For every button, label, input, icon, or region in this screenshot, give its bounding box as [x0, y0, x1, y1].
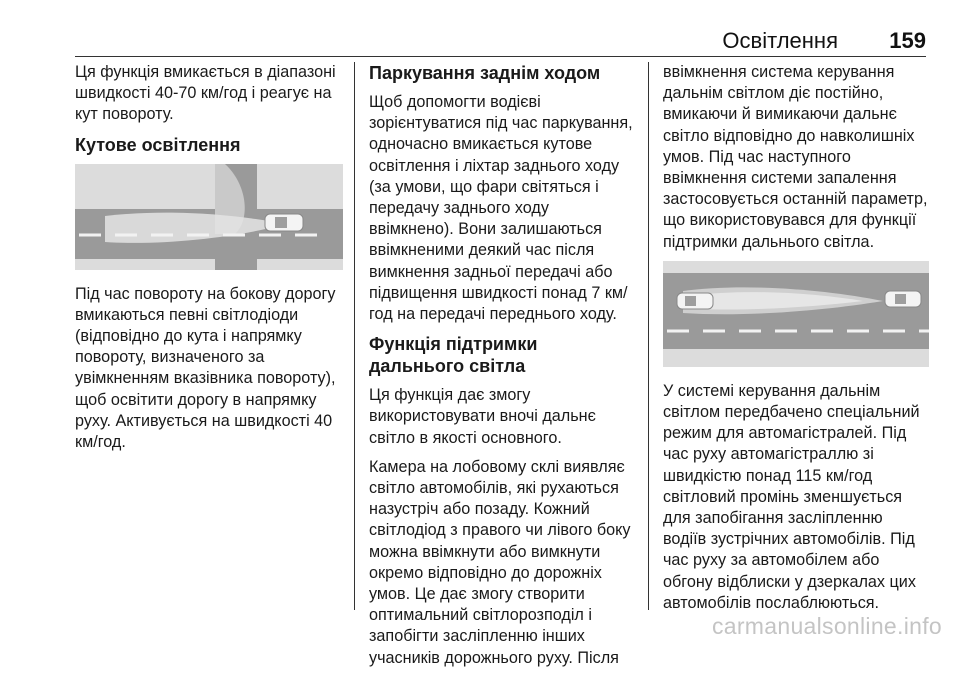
reverse-parking-text: Щоб допомогти водієві зорієнтуватися під час паркування, одночасно вмикається кутове освітлення і ліхтар заднього ходу (за умови, що фари світяться і передачу заднього ходу ввімкнено). Вони залишаються ввімкненими деякий час після вимкнення задньої передачі або підвищення швидкості понад 7 км/год на передачі переднього ходу.	[369, 93, 633, 324]
column-divider-1	[354, 62, 355, 610]
cornering-light-illustration	[75, 164, 343, 270]
page-number: 159	[889, 28, 926, 53]
header-rule	[75, 56, 926, 57]
reverse-parking-heading: Паркування заднім ходом	[369, 63, 601, 83]
cornering-light-text: Під час повороту на бокову дорогу вмикаються певні світлодіоди (відповідно до кута і напрямку повороту, визначеного за увімкненням вказівника повороту), щоб освітити дорогу в напрямку руху. Активується на швидкості 40 км/год.	[75, 284, 336, 452]
intro-paragraph: Ця функція вмикається в діапазоні швидкості 40-70 км/год і реагує на кут повороту.	[75, 63, 336, 124]
watermark-text: carmanualsonline.info	[711, 613, 942, 639]
page-header	[75, 26, 926, 56]
high-beam-assist-intro: Ця функція дає змогу використовувати вночі дальнє світло в якості основного.	[369, 386, 596, 447]
high-beam-assist-camera-text: Камера на лобовому склі виявляє світло автомобілів, які рухаються назустріч або позаду. Кожний світлодіод з правого чи лівого боку можна ввімкнути або вимкнути окремо відповідно до дорожніх умов. Це дає змогу створити оптимальний світлорозподіл і запобігти засліпленню інших учасників дорожнього руху. Після	[369, 457, 631, 667]
column-3	[663, 62, 929, 622]
column-2	[369, 62, 635, 677]
cornering-light-heading: Кутове освітлення	[75, 134, 241, 155]
highway-mode-illustration	[663, 261, 929, 367]
page-title: Освітлення	[722, 28, 838, 53]
highway-mode-text: У системі керування дальнім світлом передбачено спеціальний режим для автомагістралей. Під час руху автомагістраллю зі швидкістю понад 115 км/год світловий промінь зменшується для запобігання засліпленню водіїв зустрічних автомобілів. Під час руху за автомобілем або обгону відблиски у дзеркалах цих автомобілів послаблюються.	[663, 381, 920, 612]
high-beam-continued-text: ввімкнення система керування дальнім світлом діє постійно, вмикаючи й вимикаючи дальнє світло відповідно до навколишніх умов. Під час наступного ввімкнення системи запалення застосовується останній параметр, що використовувався для функції підтримки дальнього світла.	[663, 63, 928, 251]
high-beam-assist-heading: Функція підтримки дальнього світла	[369, 334, 538, 377]
column-divider-2	[648, 62, 649, 610]
column-1	[75, 62, 343, 461]
